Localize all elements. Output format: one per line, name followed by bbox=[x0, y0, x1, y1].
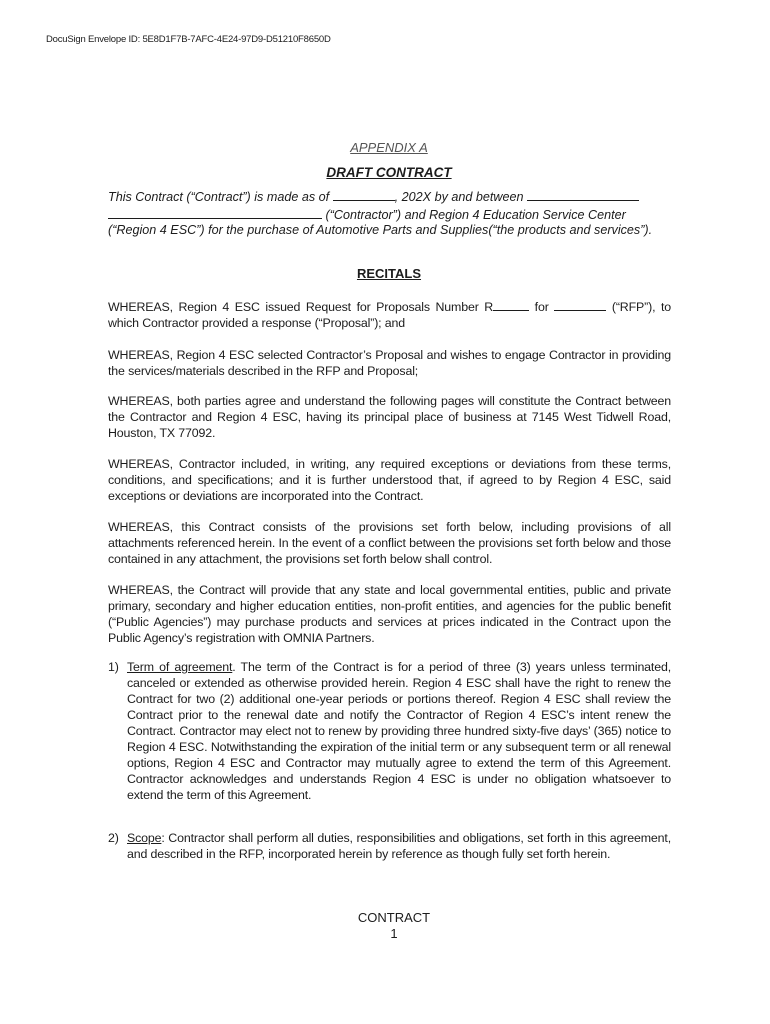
appendix-title: APPENDIX A bbox=[350, 140, 428, 155]
recital-text: (“RFP”), to which Contractor provided a response (“Proposal”); and bbox=[108, 300, 672, 330]
intro-text: , 202X by and between bbox=[394, 190, 524, 204]
footer-label: CONTRACT bbox=[357, 910, 431, 925]
intro-text: (“Region 4 ESC”) for the purchase of Automotive Parts and Supplies(“the products and services”). bbox=[108, 223, 653, 237]
intro-line-3 bbox=[108, 223, 671, 237]
recital-paragraph-5: WHEREAS, this Contract consists of the provisions set forth below, including provisions of all attachments referenced herein. In the event of a conflict between the provisions set forth below and those contained in any attachment, the provisions set forth below shall control. bbox=[108, 520, 671, 566]
item-text: . The term of the Contract is for a period of three (3) years unless terminated, canceled or extended as otherwise provided herein. Region 4 ESC shall have the right to renew the Contract for two (2) additional one-year periods or portions thereof. Region 4 ESC shall review the Contract prior to the renewal date and notify the Contractor of Region 4 ESC’s intent renew the Contract. Contractor may elect not to renew by providing three hundred sixty-five days’ (365) notice to Region 4 ESC. Notwithstanding the expiration of the initial term or any subsequent term or all renewal options, Region 4 ESC and Contractor may mutually agree to extend the term of this Agreement. Contractor acknowledges and understands Region 4 ESC is under no obligation whatsoever to extend the term of this Agreement. bbox=[127, 660, 671, 802]
page-number: 1 bbox=[390, 926, 398, 941]
item-body bbox=[127, 659, 671, 803]
recital-text: for bbox=[534, 300, 549, 314]
envelope-id: DocuSign Envelope ID: 5E8D1F7B-7AFC-4E24-97D9-D51210F8650D bbox=[46, 34, 331, 45]
draft-contract-title: DRAFT CONTRACT bbox=[326, 165, 452, 180]
contract-item-scope bbox=[108, 830, 671, 862]
page-footer bbox=[0, 910, 770, 942]
contract-item-term bbox=[108, 659, 671, 803]
recital-paragraph-4: WHEREAS, Contractor included, in writing, any required exceptions or deviations from these terms, conditions, and specifications; and it is further understood that, if agreed to by Region 4 ESC, said exceptions or deviations are incorporated into the Contract. bbox=[108, 457, 671, 503]
item-heading: Scope bbox=[127, 831, 162, 845]
item-number: 2) bbox=[108, 831, 119, 845]
intro-text: This Contract (“Contract”) is made as of bbox=[108, 190, 330, 204]
rfp-number-blank bbox=[493, 298, 529, 311]
date-blank bbox=[333, 188, 395, 201]
recital-paragraph-2: WHEREAS, Region 4 ESC selected Contractor’s Proposal and wishes to engage Contractor in providing the services/materials described in the RFP and Proposal; bbox=[108, 348, 671, 378]
item-body bbox=[127, 830, 671, 862]
recital-text: WHEREAS, Region 4 ESC issued Request for Proposals Number R bbox=[108, 300, 494, 314]
recital-paragraph-3: WHEREAS, both parties agree and understand the following pages will constitute the Contract between the Contractor and Region 4 ESC, having its principal place of business at 7145 West Tidwell Road, Houston, TX 77092. bbox=[108, 394, 671, 440]
item-number: 1) bbox=[108, 660, 119, 674]
intro-line-2 bbox=[108, 206, 671, 222]
recitals-title: RECITALS bbox=[356, 266, 422, 281]
contractor-blank bbox=[527, 188, 639, 201]
contractor-name-blank bbox=[108, 206, 322, 219]
intro-line-1 bbox=[108, 188, 671, 204]
item-text: : Contractor shall perform all duties, responsibilities and obligations, set forth in this agreement, and described in the RFP, incorporated herein by reference as though fully set forth herein. bbox=[127, 831, 671, 861]
intro-text: (“Contractor”) and Region 4 Education Service Center bbox=[325, 208, 626, 222]
rfp-title-blank bbox=[554, 298, 606, 311]
recital-paragraph-1 bbox=[108, 298, 671, 331]
recital-paragraph-6: WHEREAS, the Contract will provide that any state and local governmental entities, public and private primary, secondary and higher education entities, non-profit entities, and agencies for the public benefit (“Public Agencies”) may purchase products and services at prices indicated in the Contract upon the Public Agency’s registration with OMNIA Partners. bbox=[108, 583, 671, 645]
item-heading: Term of agreement bbox=[127, 660, 233, 674]
